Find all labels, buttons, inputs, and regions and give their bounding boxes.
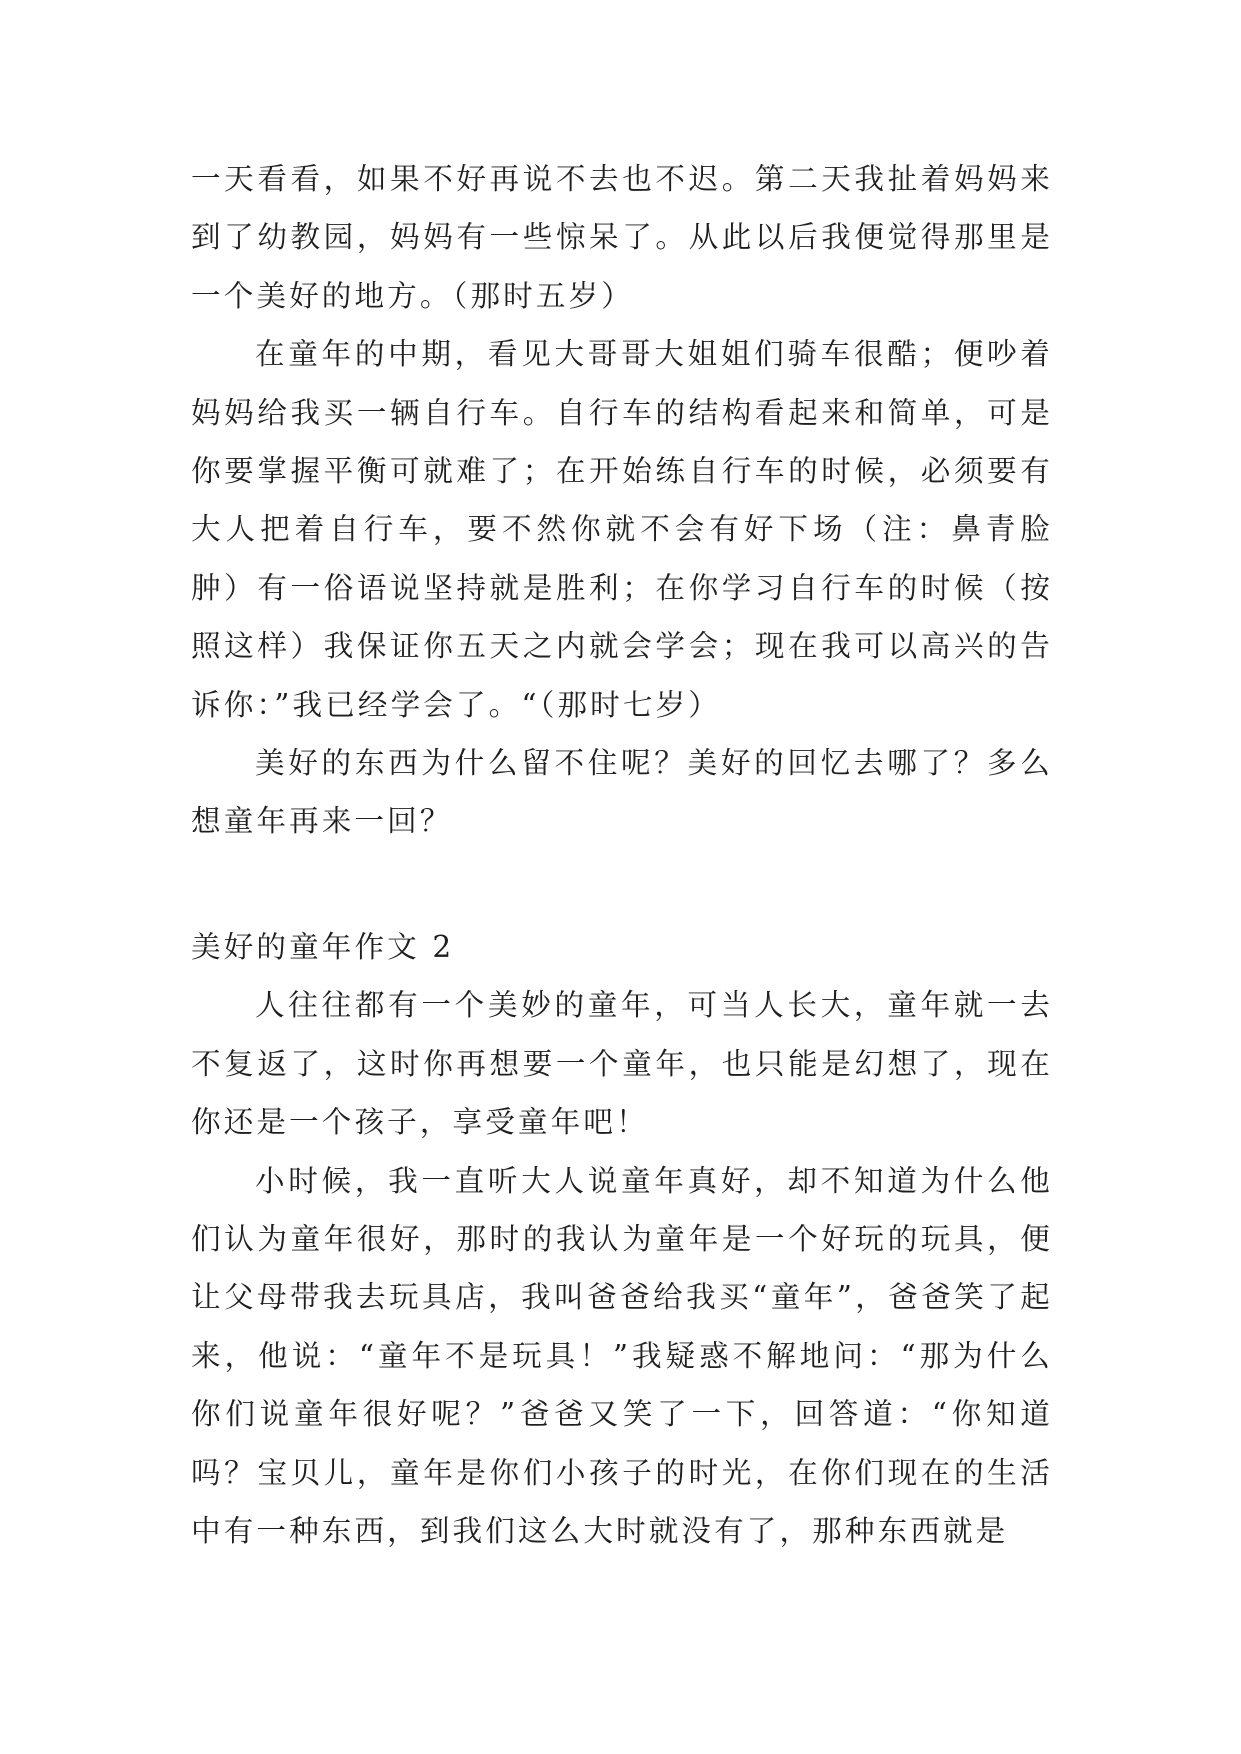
document-body bbox=[191, 150, 1053, 1560]
essay-title: 美好的童年作文 2 bbox=[191, 929, 455, 964]
paragraph-intro: 人往往都有一个美妙的童年，可当人长大，童年就一去不复返了，这时你再想要一个童年，也只能是幻想了，现在你还是一个孩子，享受童年吧！ bbox=[191, 988, 1053, 1140]
paragraph-bicycle: 在童年的中期，看见大哥哥大姐姐们骑车很酷；便吵着妈妈给我买一辆自行车。自行车的结构看起来和简单，可是你要掌握平衡可就难了；在开始练自行车的时候，必须要有大人把着自行车，要不然你就不会有好下场（注：鼻青脸肿）有一俗语说坚持就是胜利；在你学习自行车的时候（按照这样）我保证你五天之内就会学会；现在我可以高兴的告诉你：”我已经学会了。“（那时七岁） bbox=[191, 337, 1053, 722]
paragraph-continuation: 一天看看，如果不好再说不去也不迟。第二天我扯着妈妈来到了幼教园，妈妈有一些惊呆了。从此以后我便觉得那里是一个美好的地方。（那时五岁） bbox=[191, 162, 1053, 313]
paragraph-childhood-story: 小时候，我一直听大人说童年真好，却不知道为什么他们认为童年很好，那时的我认为童年是一个好玩的玩具，便让父母带我去玩具店，我叫爸爸给我买“童年”，爸爸笑了起来，他说：“童年不是玩具！”我疑惑不解地问：“那为什么你们说童年很好呢？”爸爸又笑了一下，回答道：“你知道吗？宝贝儿，童年是你们小孩子的时光，在你们现在的生活中有一种东西，到我们这么大时就没有了，那种东西就是 bbox=[191, 1163, 1053, 1548]
paragraph-memories: 美好的东西为什么留不住呢？美好的回忆去哪了？多么想童年再来一回？ bbox=[191, 746, 1053, 839]
